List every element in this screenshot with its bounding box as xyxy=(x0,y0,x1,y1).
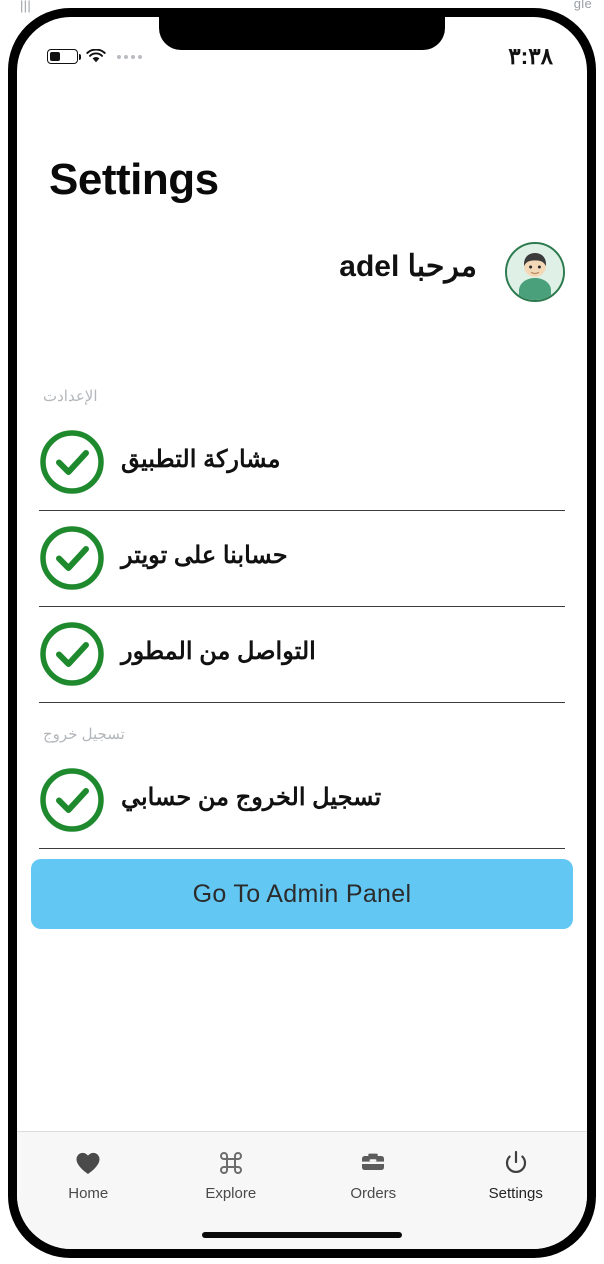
tab-explore[interactable] xyxy=(160,1148,303,1202)
background-text-left: ||| xyxy=(20,0,32,13)
check-circle-icon xyxy=(39,429,105,495)
settings-row-label: تسجيل الخروج من حسابي xyxy=(121,784,382,811)
home-indicator[interactable] xyxy=(202,1232,402,1238)
settings-screen xyxy=(17,77,587,1249)
tab-home[interactable] xyxy=(17,1148,160,1202)
battery-icon xyxy=(47,49,78,64)
power-icon xyxy=(501,1148,531,1178)
background-text-right: gle xyxy=(573,0,592,11)
tab-orders[interactable] xyxy=(302,1148,445,1202)
check-circle-icon xyxy=(39,621,105,687)
phone-frame xyxy=(8,8,596,1258)
row-divider xyxy=(39,702,565,703)
tab-label: Home xyxy=(68,1185,109,1202)
phone-screen xyxy=(17,17,587,1249)
greeting-text: مرحبا adel xyxy=(339,250,477,283)
settings-row-twitter[interactable] xyxy=(31,511,573,607)
heart-icon xyxy=(73,1148,103,1178)
settings-row-label: التواصل من المطور xyxy=(121,638,316,665)
avatar[interactable] xyxy=(505,242,565,302)
settings-row-logout[interactable] xyxy=(31,753,573,849)
section-label-settings: الإعدادت xyxy=(43,388,98,405)
status-bar-left xyxy=(47,49,142,64)
settings-row-contact-developer[interactable] xyxy=(31,607,573,703)
check-circle-icon xyxy=(39,767,105,833)
tab-label: Orders xyxy=(350,1185,397,1202)
notch xyxy=(159,17,445,50)
check-circle-icon xyxy=(39,525,105,591)
row-divider xyxy=(39,848,565,849)
wifi-icon xyxy=(86,49,106,64)
greeting-row xyxy=(17,237,587,307)
section-label-logout: تسجيل خروج xyxy=(43,726,125,743)
page-title: Settings xyxy=(49,155,219,204)
settings-row-share-app[interactable] xyxy=(31,415,573,511)
status-bar-time: ٣:٣٨ xyxy=(508,43,553,69)
tab-label: Explore xyxy=(205,1185,257,1202)
tab-label: Settings xyxy=(488,1185,543,1202)
signal-dots-icon xyxy=(117,55,142,59)
command-icon xyxy=(216,1148,246,1178)
go-to-admin-panel-button[interactable]: Go To Admin Panel xyxy=(31,859,573,929)
settings-row-label: مشاركة التطبيق xyxy=(121,446,281,473)
inbox-icon xyxy=(358,1148,388,1178)
tab-settings[interactable] xyxy=(445,1148,588,1202)
settings-row-label: حسابنا على تويتر xyxy=(121,542,288,569)
